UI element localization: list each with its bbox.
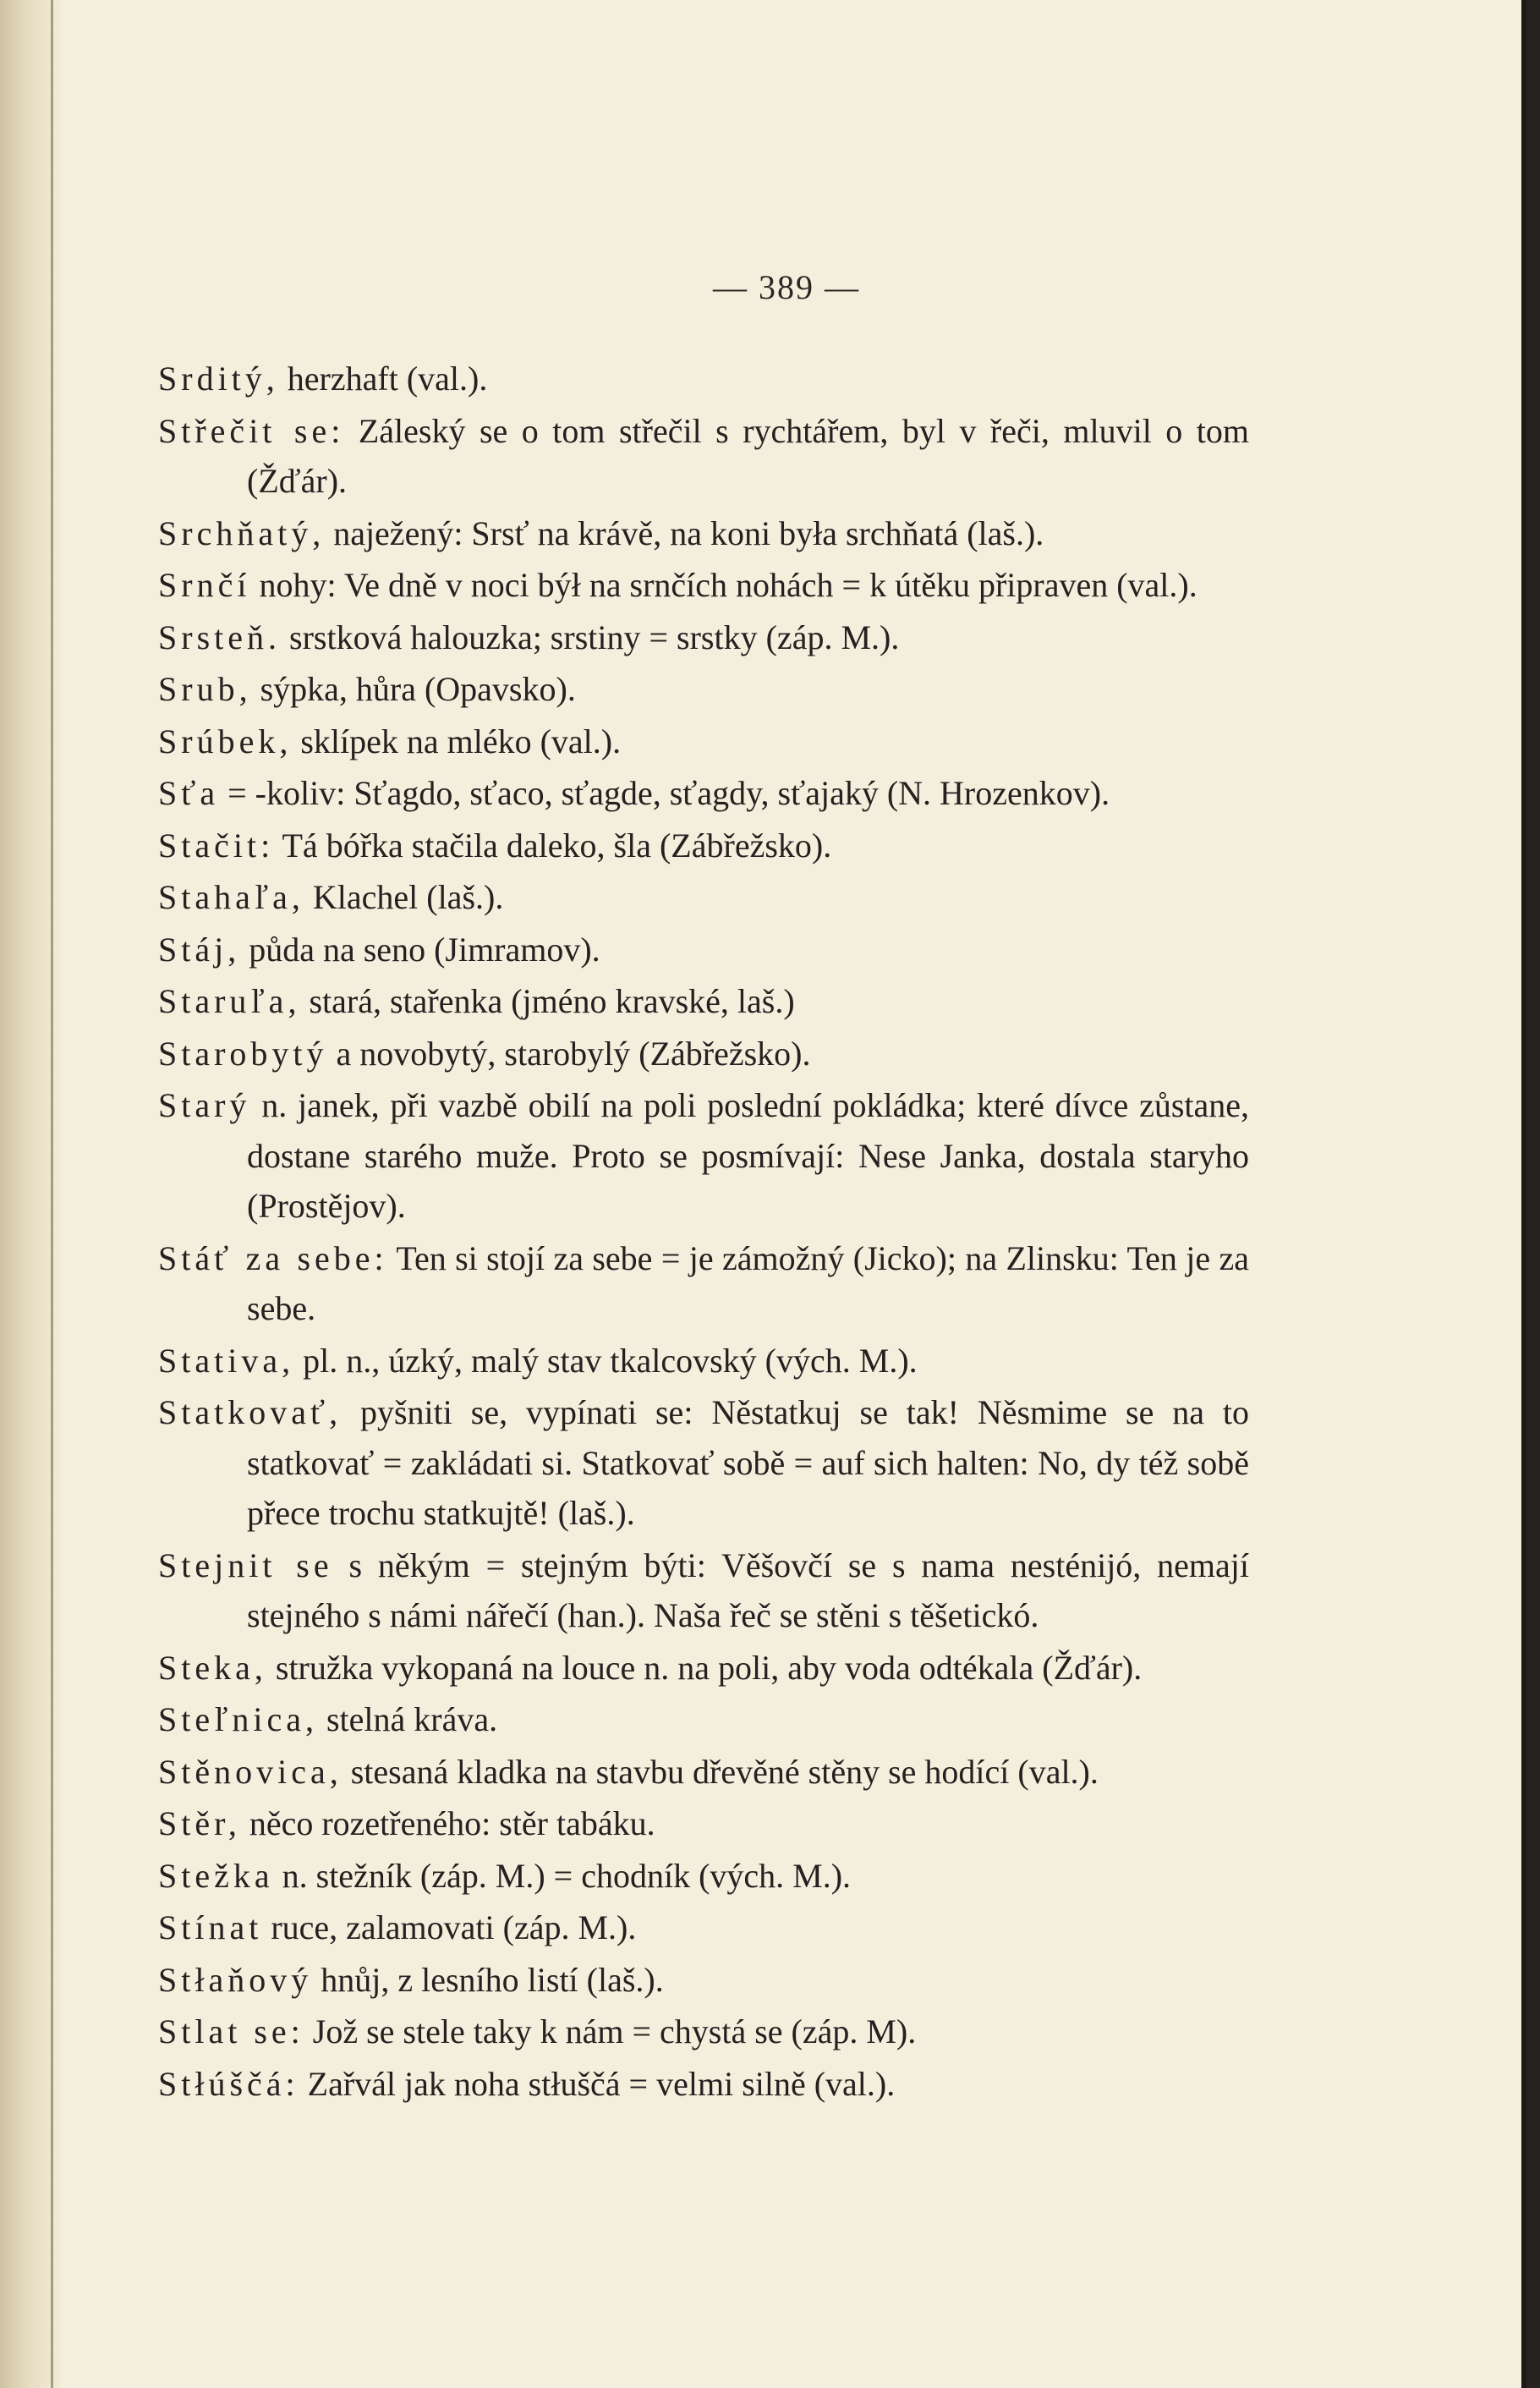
- entry-text: něco rozetřeného: stěr tabáku.: [249, 1804, 655, 1842]
- entry-headword: Stłaňový: [158, 1960, 313, 1999]
- dictionary-entry: [158, 1029, 1249, 1079]
- entry-headword: Srchňatý,: [158, 513, 326, 552]
- entry-headword: Stáť za sebe:: [158, 1238, 388, 1277]
- entry-headword: Starý: [158, 1086, 251, 1124]
- dictionary-entry: [158, 768, 1249, 819]
- entry-text: stesaná kladka na stavbu dřevěné stěny se hodící (val.).: [350, 1752, 1099, 1791]
- entry-headword: Srsteň.: [158, 618, 281, 656]
- entry-text: Jož se stele taky k nám = chystá se (záp. M).: [312, 2012, 917, 2050]
- dictionary-entry: [158, 1694, 1249, 1745]
- entry-text: nohy: Ve dně v noci býł na srnčích nohách = k útěku připraven (val.).: [259, 566, 1197, 604]
- dictionary-entry: [158, 612, 1249, 663]
- dictionary-entry: [158, 925, 1249, 975]
- entry-text: půda na seno (Jimramov).: [249, 930, 600, 969]
- dictionary-entry: [158, 1387, 1249, 1539]
- entry-headword: Sťa: [158, 774, 220, 812]
- entry-headword: Stínat: [158, 1908, 263, 1946]
- dictionary-entry: [158, 1540, 1249, 1641]
- dictionary-entry: [158, 1902, 1249, 1953]
- dictionary-entry: [158, 1643, 1249, 1694]
- dictionary-entry: [158, 976, 1249, 1027]
- entry-headword: Stežka: [158, 1856, 274, 1895]
- dictionary-entry: [158, 1955, 1249, 2006]
- dictionary-entry: [158, 872, 1249, 923]
- entry-text: n. janek, při vazbě obilí na poli poslední pokládka; které dívce zůstane, dostane starého muže. Proto se posmívají: Nese Janka, dostala staryho (Prostějov).: [247, 1086, 1250, 1225]
- entry-text: srstková halouzka; srstiny = srstky (záp. M.).: [289, 618, 900, 656]
- entry-text: pyšniti se, vypínati se: Něstatkuj se tak! Něsmime se na to statkovať = zakládati si. Statkovať sobě = auf sich halten: No, dy též sobě přece trochu statkujtě! (laš.).: [247, 1393, 1249, 1532]
- gutter-line: [51, 0, 53, 2388]
- dictionary-entry: [158, 406, 1249, 507]
- dictionary-entry: [158, 2006, 1249, 2057]
- entry-headword: Stlat se:: [158, 2012, 304, 2050]
- dictionary-entry: [158, 821, 1249, 871]
- entry-headword: Statkovať,: [158, 1393, 343, 1431]
- entry-text: Ten si stojí za sebe = je zámožný (Jicko); na Zlinsku: Ten je za sebe.: [247, 1238, 1249, 1327]
- entry-headword: Srnčí: [158, 566, 251, 604]
- entry-text: Zařvál jak noha stłuščá = velmi silně (val.).: [307, 2064, 896, 2103]
- entry-headword: Steľnica,: [158, 1700, 318, 1738]
- entry-text: a novobytý, starobylý (Zábřežsko).: [336, 1034, 811, 1073]
- dictionary-entry: [158, 1336, 1249, 1386]
- entry-text: stelná kráva.: [326, 1700, 498, 1738]
- entry-text: = -koliv: Sťagdo, sťaco, sťagde, sťagdy, sťajaký (N. Hrozenkov).: [227, 774, 1110, 812]
- entry-text: sklípek na mléko (val.).: [300, 722, 622, 760]
- entry-headword: Stejnit se: [158, 1545, 333, 1584]
- dictionary-entry: [158, 1233, 1249, 1334]
- entry-text: Klachel (laš.).: [312, 878, 504, 916]
- page-number: — 389 —: [713, 268, 860, 306]
- entry-headword: Starobytý: [158, 1034, 328, 1073]
- dictionary-entry: [158, 354, 1249, 404]
- entry-text: herzhaft (val.).: [287, 360, 488, 398]
- entry-text: stará, stařenka (jméno kravské, laš.): [309, 982, 795, 1020]
- entry-text: Tá bóřka stačila daleko, šla (Zábřežsko).: [282, 826, 832, 865]
- entry-text: Záleský se o tom střečil s rychtářem, byl v řeči, mluvil o tom (Žďár).: [247, 411, 1250, 500]
- entry-headword: Steka,: [158, 1648, 267, 1687]
- entry-headword: Staruľa,: [158, 982, 301, 1020]
- dictionary-entry: [158, 2059, 1249, 2110]
- entry-text: hnůj, z lesního listí (laš.).: [321, 1960, 664, 1999]
- dictionary-entry: [158, 508, 1249, 559]
- entry-text: stružka vykopaná na louce n. na poli, aby voda odtékala (Žďár).: [275, 1648, 1143, 1687]
- entry-text: pl. n., úzký, malý stav tkalcovský (vých. M.).: [303, 1341, 918, 1380]
- dictionary-entry: [158, 560, 1249, 611]
- entry-headword: Stáj,: [158, 930, 241, 969]
- dictionary-entry: [158, 1080, 1249, 1232]
- entry-headword: Střečit se:: [158, 411, 345, 450]
- entry-headword: Stěr,: [158, 1804, 241, 1842]
- dictionary-entry: [158, 1747, 1249, 1798]
- entry-text: s někým = stejným býti: Věšovčí se s nama nesténijó, nemají stejného s námi nářečí (han.). Naša řeč se stěni s těšetickó.: [247, 1545, 1249, 1634]
- dictionary-entry: [158, 1798, 1249, 1849]
- dictionary-entry: [158, 1851, 1249, 1902]
- entry-headword: Srditý,: [158, 360, 279, 398]
- entry-headword: Srúbek,: [158, 722, 293, 760]
- dictionary-entries: [158, 354, 1249, 2111]
- entry-text: sýpka, hůra (Opavsko).: [260, 670, 576, 708]
- entry-headword: Srub,: [158, 670, 252, 708]
- dictionary-entry: [158, 664, 1249, 715]
- dictionary-entry: [158, 716, 1249, 767]
- entry-headword: Stłúščá:: [158, 2064, 299, 2103]
- entry-headword: Stativa,: [158, 1341, 295, 1380]
- entry-text: naježený: Srsť na krávě, na koni była srchňatá (laš.).: [333, 513, 1044, 552]
- entry-text: ruce, zalamovati (záp. M.).: [271, 1908, 637, 1946]
- entry-headword: Stahaľa,: [158, 878, 304, 916]
- entry-headword: Stěnovica,: [158, 1752, 343, 1791]
- entry-headword: Stačit:: [158, 826, 275, 865]
- entry-text: n. stežník (záp. M.) = chodník (vých. M.).: [282, 1856, 852, 1895]
